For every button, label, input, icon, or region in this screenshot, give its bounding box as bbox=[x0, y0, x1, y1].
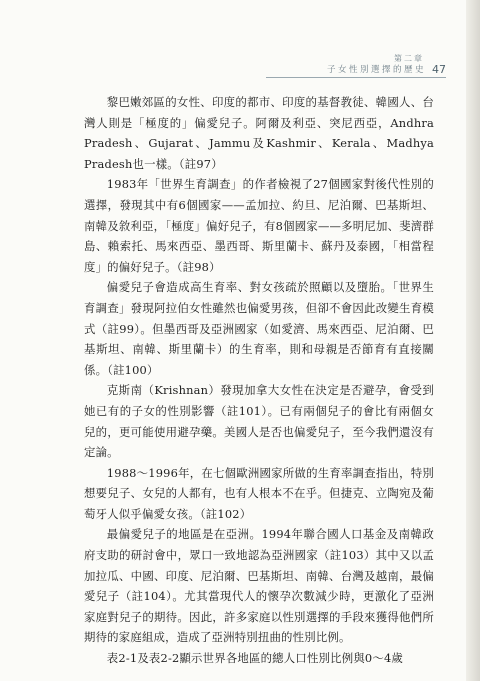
paragraph: 黎巴嫩郊區的女性、印度的都市、印度的基督教徒、韓國人、台灣人則是「極度的」偏愛兒子。阿爾及利亞、突尼西亞，Andhra Pradesh、Gujarat、Jammu及Kashmir、Kerala、Madhya Pradesh也一樣。（註97） bbox=[84, 95, 434, 171]
chapter-label: 第二章 bbox=[394, 54, 424, 63]
body-text bbox=[84, 92, 434, 669]
paragraph: 偏愛兒子會造成高生育率、對女孩疏於照顧以及墮胎。「世界生育調查」發現阿拉伯女性雖然也偏愛男孩，但卻不會因此改變生育模式（註99）。但墨西哥及亞洲國家（如愛濟、馬來西亞、尼泊爾、巴基斯坦、南韓、斯里蘭卡）的生育率，則和母親是否節育有直接關係。（註100） bbox=[84, 280, 434, 377]
page-edge-shadow bbox=[466, 0, 480, 681]
header-rule bbox=[266, 77, 446, 78]
page-number: 47 bbox=[432, 63, 446, 76]
running-header bbox=[327, 54, 446, 76]
paragraph: 最偏愛兒子的地區是在亞洲。1994年聯合國人口基金及南韓政府支助的研討會中，眾口一致地認為亞洲國家（註103）其中又以孟加拉瓜、中國、印度、尼泊爾、巴基斯坦、南韓、台灣及越南，最偏愛兒子（註104）。尤其當現代人的懷孕次數減少時，更激化了亞洲家庭對兒子的期待。因此，許多家庭以性別選擇的手段來獲得他們所期待的家庭組成，造成了亞洲特別扭曲的性別比例。 bbox=[84, 527, 434, 645]
section-title: 子女性別選擇的歷史 bbox=[326, 65, 426, 75]
paragraph: 表2-1及表2-2顯示世界各地區的總人口性別比例與0～4歲 bbox=[106, 651, 403, 666]
paragraph: 1983年「世界生育調查」的作者檢視了27個國家對後代性別的選擇，發現其中有6個國家——孟加拉、約旦、尼泊爾、巴基斯坦、南韓及敘利亞，「極度」偏好兒子，有8個國家——多明尼加、斐濟群島、賴索托、馬來西亞、墨西哥、斯里蘭卡、蘇丹及泰國，「相當程度」的偏好兒子。（註98） bbox=[84, 177, 434, 274]
header-row bbox=[327, 64, 446, 76]
paragraph: 克斯南（Krishnan）發現加拿大女性在決定是否避孕，會受到她已有的子女的性別影響（註101）。已有兩個兒子的會比有兩個女兒的，更可能使用避孕藥。美國人是否也偏愛兒子，至今我們還沒有定論。 bbox=[84, 383, 434, 460]
paragraph: 1988～1996年，在七個歐洲國家所做的生育率調查指出，特別想要兒子、女兒的人都有，也有人根本不在乎。但捷克、立陶宛及葡萄牙人似乎偏愛女孩。（註102） bbox=[84, 465, 434, 521]
